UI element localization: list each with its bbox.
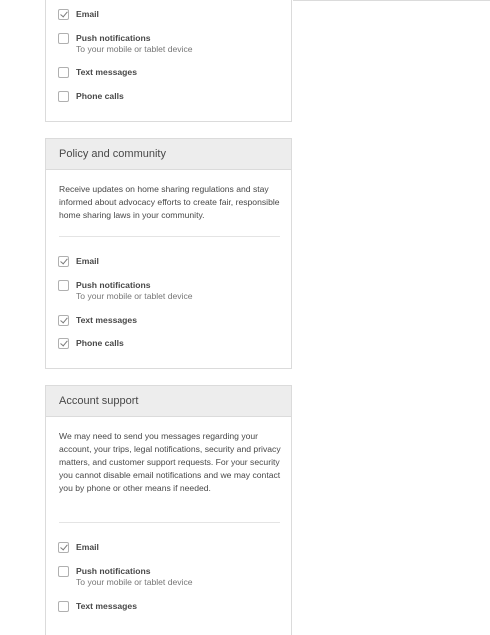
phone-calls-checkbox[interactable] — [58, 338, 69, 349]
section-title: Account support — [46, 386, 291, 417]
option-label: Text messages — [76, 601, 137, 611]
policy-and-community-section — [45, 138, 292, 369]
email-checkbox[interactable] — [58, 256, 69, 267]
section-title: Policy and community — [46, 139, 291, 170]
option-label: Phone calls — [76, 338, 124, 348]
section-description: We may need to send you messages regarding your account, your trips, legal notifications, security and privacy matters, and customer support requests. For your security you cannot disable email notifications and we may contact you by phone or other means if needed. — [59, 431, 281, 493]
option-sublabel: To your mobile or tablet device — [76, 291, 193, 301]
option-push-notifications[interactable] — [58, 33, 193, 55]
option-label: Email — [76, 256, 99, 266]
option-text-messages[interactable] — [58, 67, 137, 78]
text-messages-checkbox[interactable] — [58, 67, 69, 78]
text-messages-checkbox[interactable] — [58, 601, 69, 612]
option-label: Text messages — [76, 67, 137, 77]
option-label: Push notifications — [76, 33, 151, 43]
option-phone-calls[interactable] — [58, 91, 124, 102]
option-phone-calls[interactable] — [58, 338, 124, 349]
phone-calls-checkbox[interactable] — [58, 91, 69, 102]
account-support-section — [45, 385, 292, 635]
section-divider — [59, 522, 280, 523]
push-notifications-checkbox[interactable] — [58, 33, 69, 44]
text-messages-checkbox[interactable] — [58, 315, 69, 326]
section-description: Receive updates on home sharing regulations and stay informed about advocacy efforts to create fair, responsible home sharing laws in your community. — [59, 184, 280, 220]
option-label: Email — [76, 542, 99, 552]
email-checkbox[interactable] — [58, 9, 69, 20]
option-label: Email — [76, 9, 99, 19]
push-notifications-checkbox[interactable] — [58, 280, 69, 291]
option-push-notifications[interactable] — [58, 566, 193, 588]
option-text-messages[interactable] — [58, 315, 137, 326]
option-push-notifications[interactable] — [58, 280, 193, 302]
top-divider — [293, 0, 490, 1]
option-email[interactable] — [58, 9, 99, 20]
notification-section-partial — [45, 0, 292, 122]
option-sublabel: To your mobile or tablet device — [76, 44, 193, 54]
option-email[interactable] — [58, 256, 99, 267]
option-sublabel: To your mobile or tablet device — [76, 577, 193, 587]
option-label: Push notifications — [76, 280, 151, 290]
option-label: Text messages — [76, 315, 137, 325]
option-email[interactable] — [58, 542, 99, 553]
push-notifications-checkbox[interactable] — [58, 566, 69, 577]
option-label: Phone calls — [76, 91, 124, 101]
option-label: Push notifications — [76, 566, 151, 576]
section-divider — [59, 236, 280, 237]
email-checkbox[interactable] — [58, 542, 69, 553]
option-text-messages[interactable] — [58, 601, 137, 612]
